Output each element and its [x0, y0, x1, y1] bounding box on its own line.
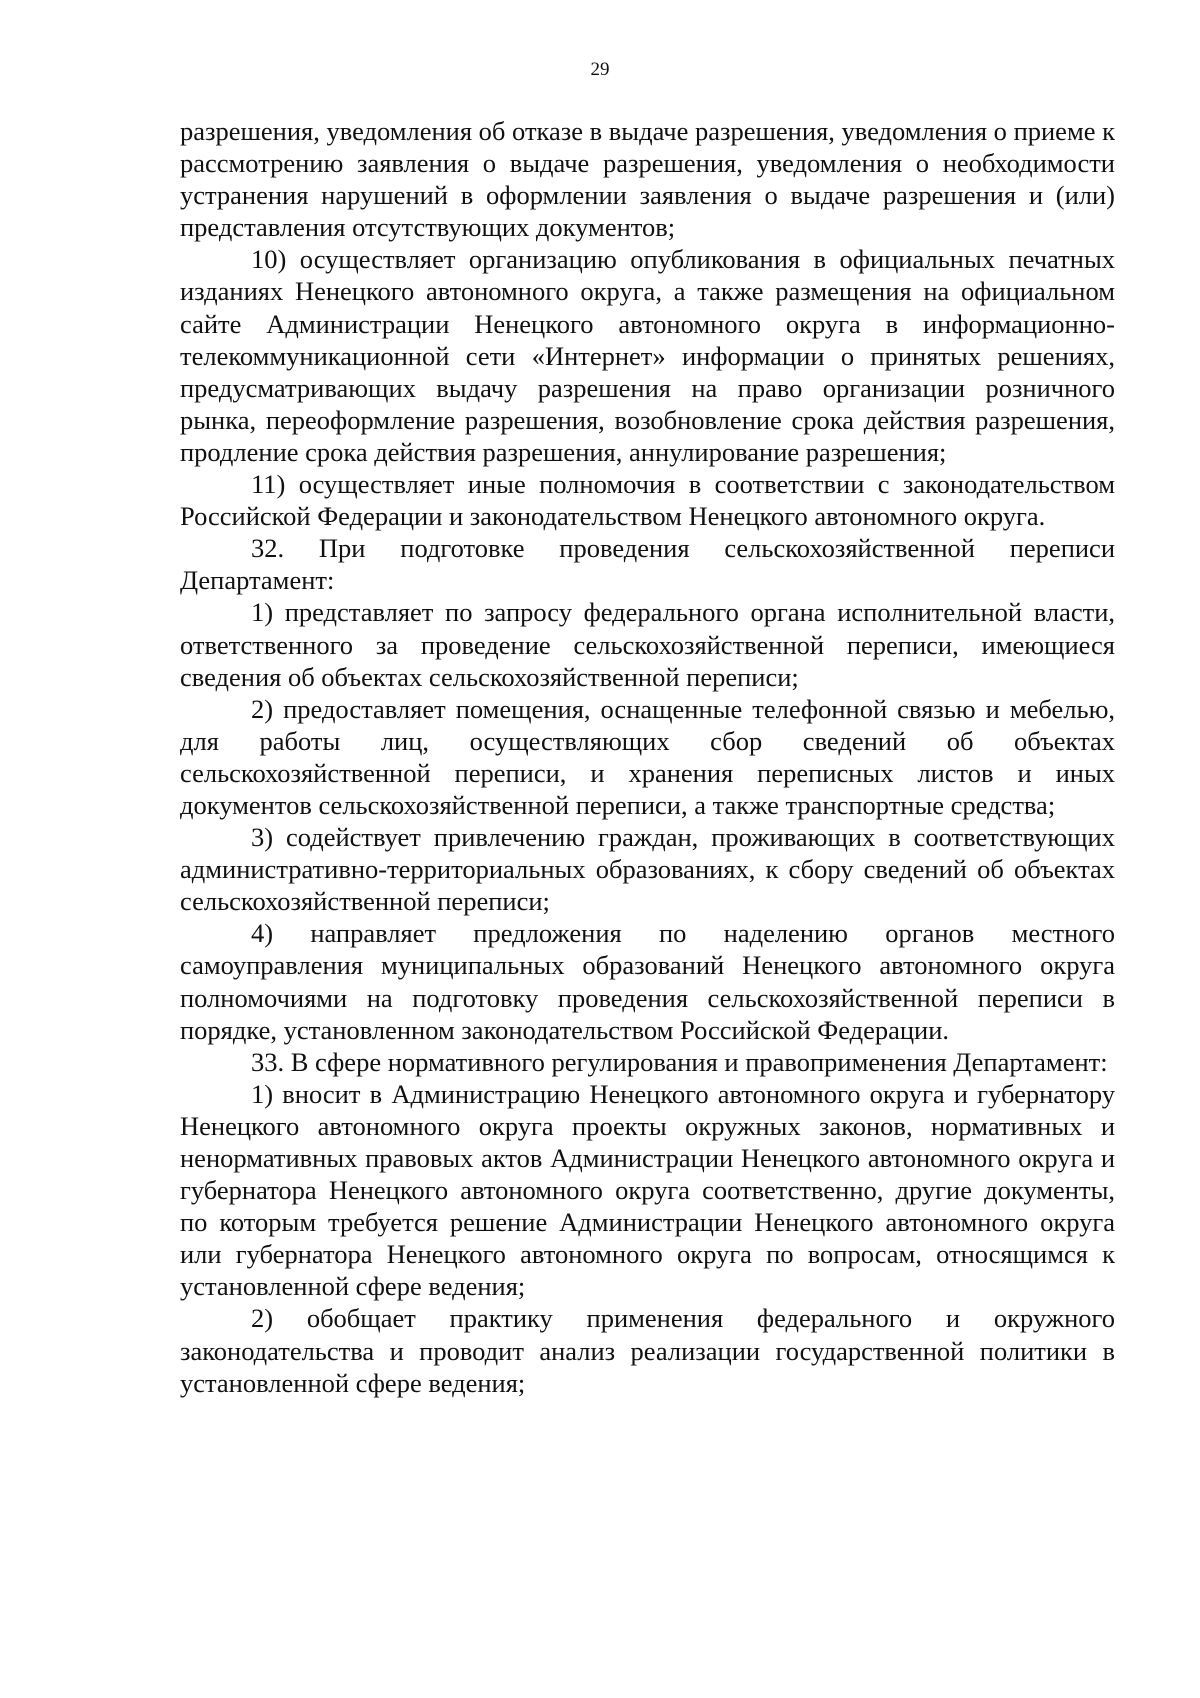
paragraph-32-item-4: 4) направляет предложения по наделению органов местного самоуправления муниципальных образований Ненецкого автономного округа полномочиями на подготовку проведения сельскохозяйственной переписи в порядке, установленном законодательством Российской Федерации. — [180, 918, 1115, 1045]
paragraph-item-11: 11) осуществляет иные полномочия в соответствии с законодательством Российской Федерации и законодательством Ненецкого автономного округа. — [180, 469, 1115, 532]
paragraph-continuation: разрешения, уведомления об отказе в выдаче разрешения, уведомления о приеме к рассмотрению заявления о выдаче разрешения, уведомления о необходимости устранения нарушений в оформлении заявления о выдаче разрешения и (или) представления отсутствующих документов; — [180, 116, 1115, 243]
paragraph-item-10: 10) осуществляет организацию опубликования в официальных печатных изданиях Ненецкого автономного округа, а также размещения на официальном сайте Администрации Ненецкого автономного округа в информационно-телекоммуникационной сети «Интернет» информации о принятых решениях, предусматривающих выдачу разрешения на право организации розничного рынка, переоформление разрешения, возобновление срока действия разрешения, продление срока действия разрешения, аннулирование разрешения; — [180, 244, 1115, 467]
paragraph-section-33: 33. В сфере нормативного регулирования и правоприменения Департамент: — [251, 1046, 1108, 1077]
paragraph-33-item-2: 2) обобщает практику применения федерального и окружного законодательства и проводит анализ реализации государственной политики в установленной сфере ведения; — [180, 1303, 1115, 1398]
document-body — [180, 115, 1115, 1399]
paragraph-32-item-3: 3) содействует привлечению граждан, проживающих в соответствующих административно-территориальных образованиях, к сбору сведений об объектах сельскохозяйственной переписи; — [180, 822, 1115, 917]
paragraph-33-item-1: 1) вносит в Администрацию Ненецкого автономного округа и губернатору Ненецкого автономного округа проекты окружных законов, нормативных и ненормативных правовых актов Администрации Ненецкого автономного округа и губернатора Ненецкого автономного округа соответственно, другие документы, по которым требуется решение Администрации Ненецкого автономного округа или губернатора Ненецкого автономного округа по вопросам, относящимся к установленной сфере ведения; — [180, 1078, 1115, 1302]
page-number: 29 — [590, 59, 610, 80]
paragraph-section-32: 32. При подготовке проведения сельскохозяйственной переписи Департамент: — [180, 533, 1115, 596]
paragraph-32-item-1: 1) представляет по запросу федерального органа исполнительной власти, ответственного за проведение сельскохозяйственной переписи, имеющиеся сведения об объектах сельскохозяйственной переписи; — [180, 597, 1115, 692]
paragraph-32-item-2: 2) предоставляет помещения, оснащенные телефонной связью и мебелью, для работы лиц, осуществляющих сбор сведений об объектах сельскохозяйственной переписи, и хранения переписных листов и иных документов сельскохозяйственной переписи, а также транспортные средства; — [180, 693, 1115, 820]
